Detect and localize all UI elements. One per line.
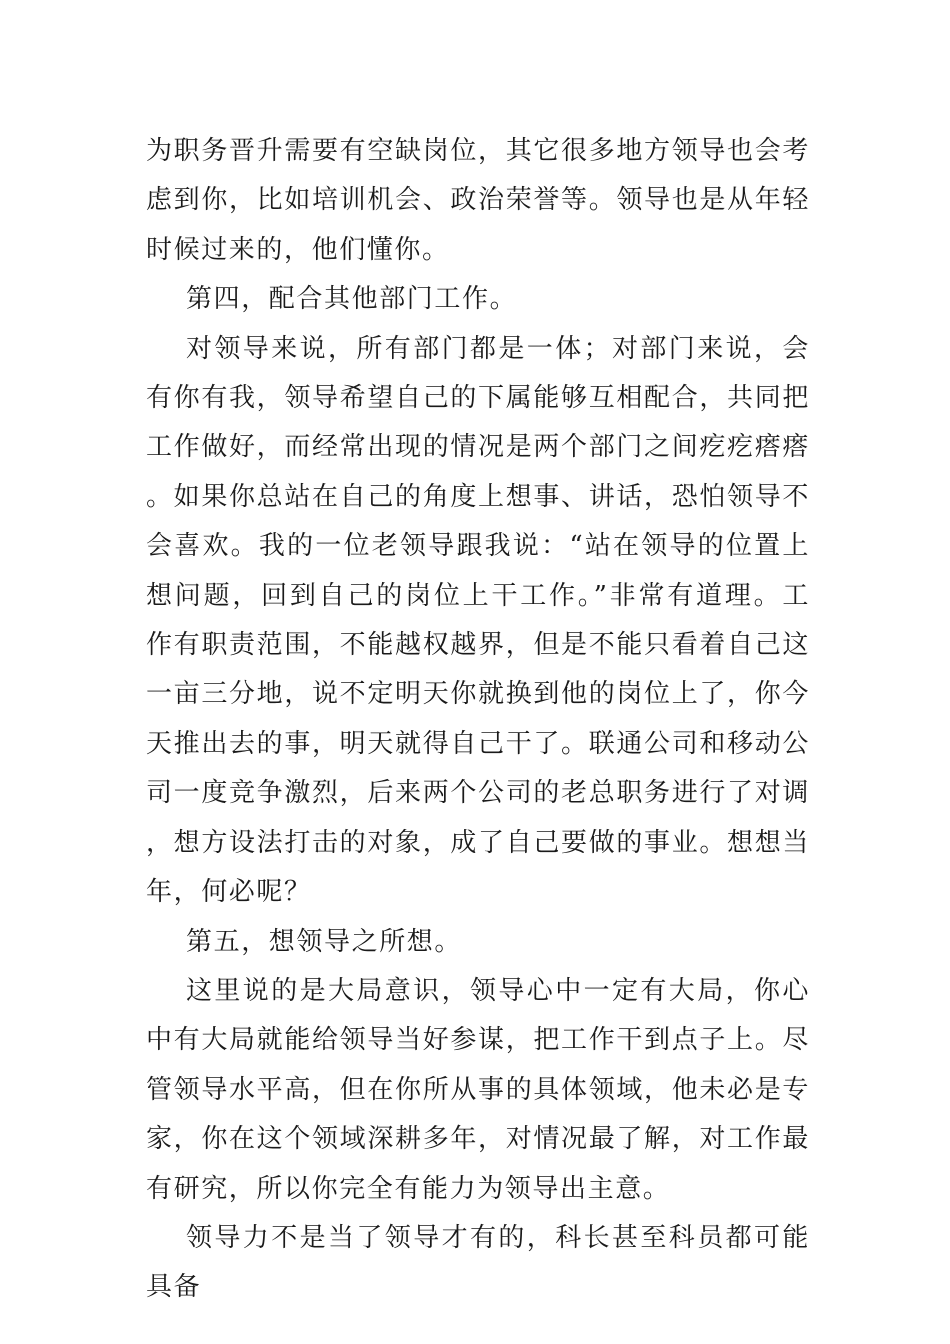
section-heading-fourth: 第四，配合其他部门工作。	[186, 284, 518, 315]
paragraph-cooperation: 对领导来说，所有部门都是一体；对部门来说，会有你有我，领导希望自己的下属能够互相配合，共同把工作做好，而经常出现的情况是两个部门之间疙疙瘩瘩。如果你总站在自己的角度上想事、讲话，恐怕领导不会喜欢。我的一位老领导跟我说：“站在领导的位置上想问题，回到自己的岗位上干工作。”非常有道理。工作有职责范围，不能越权越界，但是不能只看着自己这一亩三分地，说不定明天你就换到他的岗位上了，你今天推出去的事，明天就得自己干了。联通公司和移动公司一度竞争激烈，后来两个公司的老总职务进行了对调，想方设法打击的对象，成了自己要做的事业。想想当年，何必呢？	[146, 333, 810, 908]
section-heading-fifth: 第五，想领导之所想。	[186, 926, 463, 957]
paragraph-continuation: 为职务晋升需要有空缺岗位，其它很多地方领导也会考虑到你，比如培训机会、政治荣誉等。领导也是从年轻时候过来的，他们懂你。	[146, 136, 810, 265]
body-text	[146, 127, 810, 1313]
paragraph-leadership: 领导力不是当了领导才有的，科长甚至科员都可能具备	[146, 1222, 810, 1303]
paragraph-big-picture: 这里说的是大局意识，领导心中一定有大局，你心中有大局就能给领导当好参谋，把工作干到点子上。尽管领导水平高，但在你所从事的具体领域，他未必是专家，你在这个领域深耕多年，对情况最了解，对工作最有研究，所以你完全有能力为领导出主意。	[146, 975, 810, 1204]
